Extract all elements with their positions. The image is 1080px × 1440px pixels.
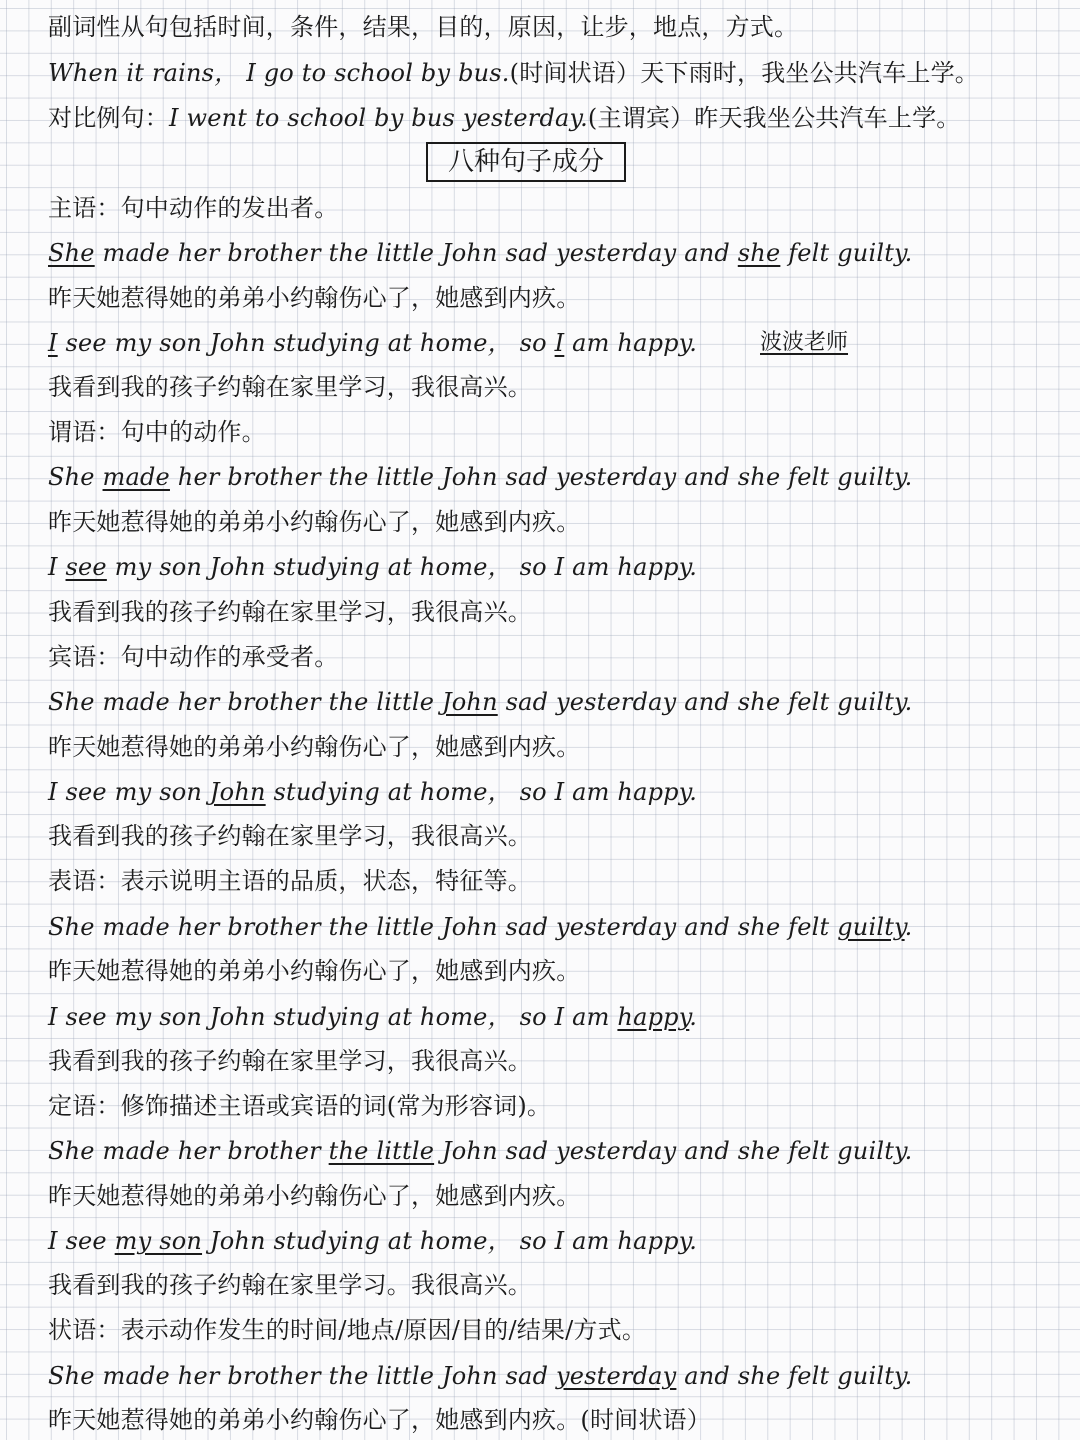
predicate-translation-2: 我看到我的孩子约翰在家里学习，我很高兴。 [48,598,532,626]
object-example-2 [48,777,697,807]
adverbial-heading: 状语：表示动作发生的时间/地点/原因/目的/结果/方式。 [48,1316,647,1344]
sentence-text: I see my son John studying at home， so I am [48,1003,618,1031]
underlined-attributive: my son [114,1227,203,1255]
predicate-translation-1: 昨天她惹得她的弟弟小约翰伤心了，她感到内疚。 [48,508,581,536]
underlined-object: John [441,688,498,716]
underlined-attributive: the little [328,1137,435,1165]
intro-line-1: 副词性从句包括时间，条件，结果，目的，原因，让步，地点，方式。 [48,13,799,41]
predicate-example-1 [48,462,912,492]
object-example-1 [48,687,912,717]
predicative-translation-2: 我看到我的孩子约翰在家里学习，我很高兴。 [48,1047,532,1075]
page-title: 八种句子成分 [426,142,626,182]
sentence-text: my son John studying at home， so I am happy. [106,553,698,581]
underlined-subject: she [737,239,781,267]
underlined-subject: She [48,239,95,267]
underlined-object: John [209,778,266,806]
underlined-subject: I [554,329,565,357]
sentence-text: studying at home， so I am happy. [265,778,698,806]
predicate-heading: 谓语：句中的动作。 [48,418,266,446]
intro-example-translation: (时间状语）天下雨时，我坐公共汽车上学。 [509,59,980,87]
predicative-example-1 [48,912,912,942]
subject-example-2 [48,328,697,358]
compare-translation: (主谓宾）昨天我坐公共汽车上学。 [587,104,961,132]
object-translation-1: 昨天她惹得她的弟弟小约翰伤心了，她感到内疚。 [48,733,581,761]
sentence-text: John studying at home， so I am happy. [202,1227,698,1255]
predicative-translation-1: 昨天她惹得她的弟弟小约翰伤心了，她感到内疚。 [48,957,581,985]
attributive-heading: 定语：修饰描述主语或宾语的词(常为形容词)。 [48,1092,552,1120]
object-heading: 宾语：句中动作的承受者。 [48,643,339,671]
adverbial-translation-1: 昨天她惹得她的弟弟小约翰伤心了，她感到内疚。(时间状语） [48,1406,711,1434]
sentence-text: am happy. [564,329,698,357]
sentence-text: made her brother the little John sad yesterday and [94,239,738,267]
sentence-text: sad yesterday and she felt guilty. [497,688,913,716]
compare-sentence: I went to school by bus yesterday. [169,104,588,132]
sentence-text: and she felt guilty. [676,1362,913,1390]
underlined-predicative: happy [617,1003,690,1031]
attributive-example-2 [48,1226,697,1256]
sentence-text: see my son John studying at home， so [57,329,555,357]
subject-translation-2: 我看到我的孩子约翰在家里学习，我很高兴。 [48,373,532,401]
sentence-text: John sad yesterday and she felt guilty. [434,1137,913,1165]
sentence-text: She made her brother the little John sad [48,1362,556,1390]
attributive-translation-1: 昨天她惹得她的弟弟小约翰伤心了，她感到内疚。 [48,1182,581,1210]
sentence-text: her brother the little John sad yesterday and she felt guilty. [169,463,913,491]
sentence-text: felt guilty. [780,239,913,267]
predicative-example-2 [48,1002,697,1032]
sentence-text: She made her brother [48,1137,329,1165]
underlined-predicative: guilty [837,913,905,941]
attributive-example-1 [48,1136,912,1166]
underlined-predicate: see [65,553,107,581]
sentence-text: She [48,463,103,491]
sentence-text: I [48,553,66,581]
predicate-example-2 [48,552,697,582]
underlined-predicate: made [102,463,170,491]
adverbial-example-1 [48,1361,912,1391]
compare-label: 对比例句： [48,104,169,132]
intro-line-3 [48,103,960,133]
author-signature: 波波老师 [760,330,849,355]
sentence-text: I see [48,1227,115,1255]
sentence-text: She made her brother the little John sad yesterday and she felt [48,913,838,941]
underlined-subject: I [48,329,58,357]
sentence-text: . [904,913,913,941]
intro-line-2 [48,58,979,88]
underlined-adverbial: yesterday [555,1362,677,1390]
intro-example-sentence: When it rains， I go to school by bus. [48,59,510,87]
attributive-translation-2: 我看到我的孩子约翰在家里学习。我很高兴。 [48,1271,532,1299]
object-translation-2: 我看到我的孩子约翰在家里学习，我很高兴。 [48,822,532,850]
sentence-text: I see my son [48,778,210,806]
subject-heading: 主语：句中动作的发出者。 [48,194,339,222]
sentence-text: . [689,1003,698,1031]
subject-translation-1: 昨天她惹得她的弟弟小约翰伤心了，她感到内疚。 [48,284,581,312]
subject-example-1 [48,238,912,268]
predicative-heading: 表语：表示说明主语的品质，状态，特征等。 [48,867,532,895]
sentence-text: She made her brother the little [48,688,442,716]
